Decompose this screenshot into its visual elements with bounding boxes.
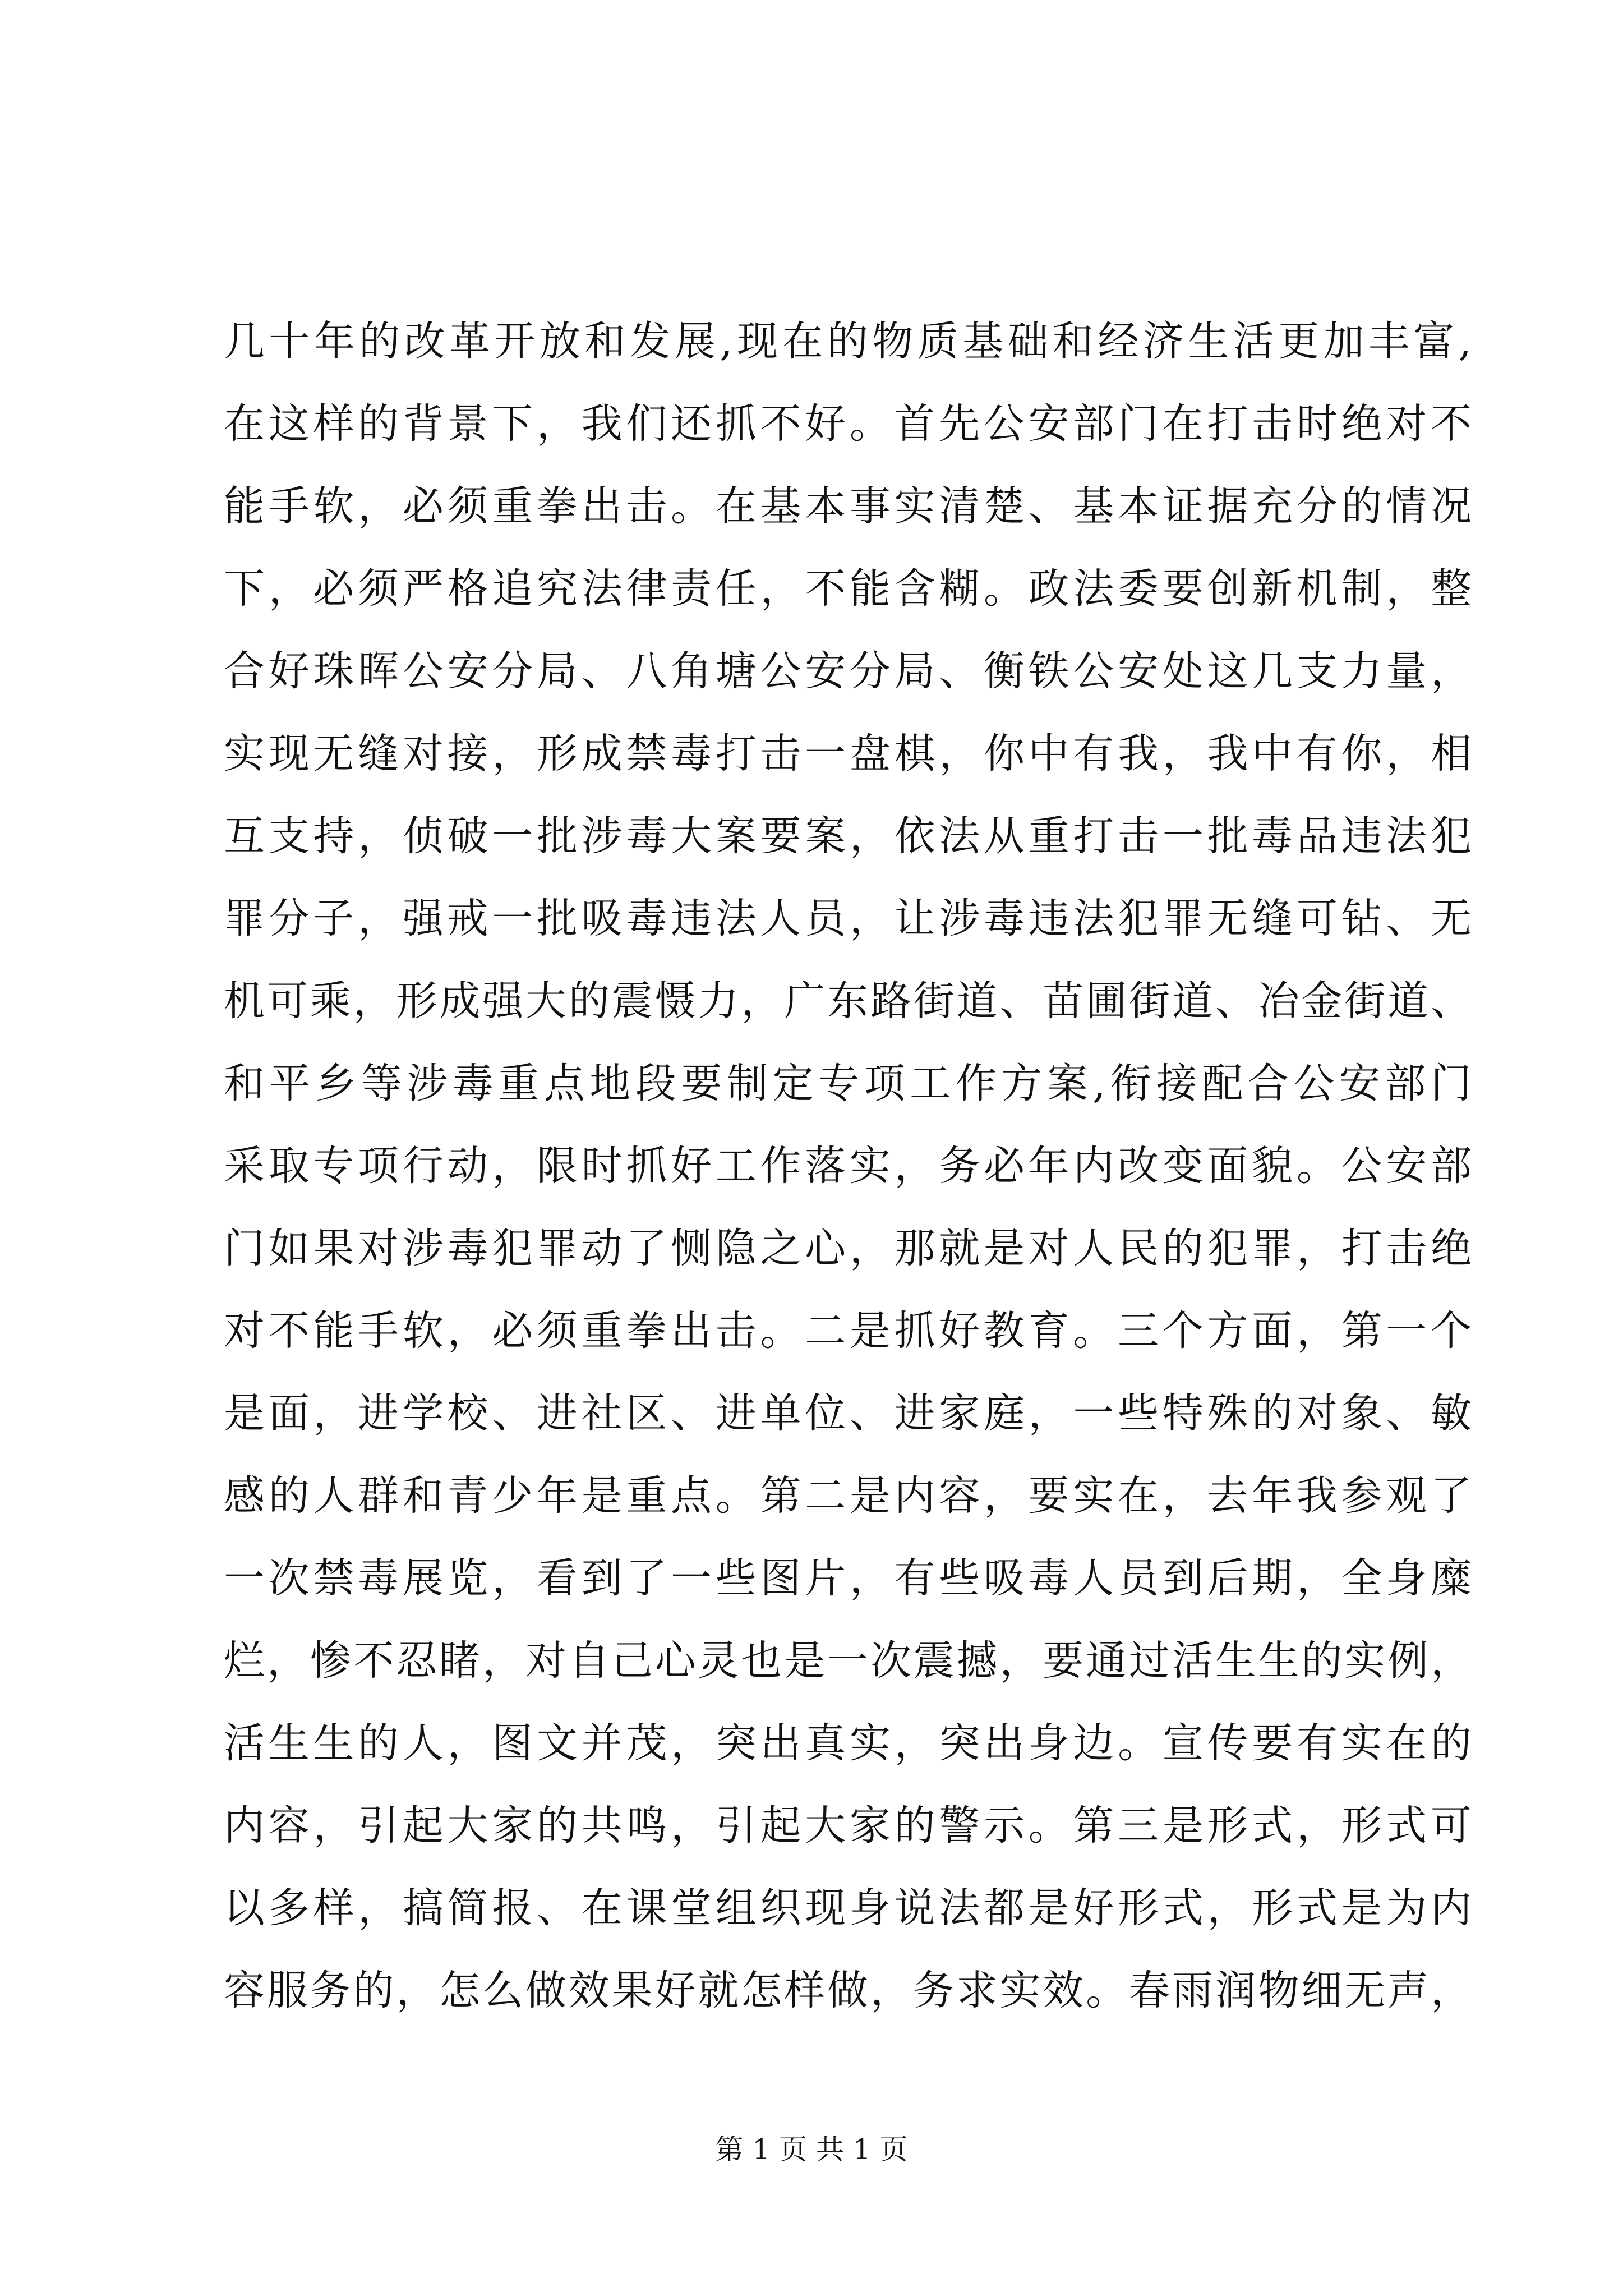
text-line: 对不能手软，必须重拳出击。二是抓好教育。三个方面，第一个 (224, 1307, 1472, 1355)
text-line: 以多样，搞简报、在课堂组织现身说法都是好形式，形式是为内 (224, 1884, 1472, 1932)
body-text (224, 300, 1472, 2032)
text-line: 合好珠晖公安分局、八角塘公安分局、衡铁公安处这几支力量， (224, 647, 1472, 695)
page-footer: 第 1 页 共 1 页 (715, 2133, 908, 2166)
text-line: 下，必须严格追究法律责任，不能含糊。政法委要创新机制，整 (224, 565, 1472, 613)
text-line: 罪分子，强戒一批吸毒违法人员，让涉毒违法犯罪无缝可钻、无 (224, 895, 1472, 942)
text-line: 活生生的人，图文并茂，突出真实，突出身边。宣传要有实在的 (224, 1719, 1472, 1767)
text-line: 感的人群和青少年是重点。第二是内容，要实在，去年我参观了 (224, 1472, 1472, 1520)
text-line: 在这样的背景下，我们还抓不好。首先公安部门在打击时绝对不 (224, 400, 1472, 448)
text-line: 烂，惨不忍睹，对自己心灵也是一次震撼，要通过活生生的实例， (224, 1637, 1472, 1685)
text-line: 几十年的改革开放和发展,现在的物质基础和经济生活更加丰富, (224, 318, 1472, 365)
text-line: 实现无缝对接，形成禁毒打击一盘棋，你中有我，我中有你，相 (224, 730, 1472, 777)
text-line: 是面，进学校、进社区、进单位、进家庭，一些特殊的对象、敏 (224, 1389, 1472, 1437)
text-line: 互支持，侦破一批涉毒大案要案，依法从重打击一批毒品违法犯 (224, 812, 1472, 860)
text-line: 和平乡等涉毒重点地段要制定专项工作方案,衔接配合公安部门 (224, 1060, 1472, 1107)
text-line: 机可乘，形成强大的震慑力，广东路街道、苗圃街道、冶金街道、 (224, 977, 1472, 1025)
text-line: 容服务的，怎么做效果好就怎样做，务求实效。春雨润物细无声， (224, 1967, 1472, 2014)
text-line: 一次禁毒展览，看到了一些图片，有些吸毒人员到后期，全身糜 (224, 1554, 1472, 1602)
text-line: 能手软，必须重拳出击。在基本事实清楚、基本证据充分的情况 (224, 482, 1472, 530)
text-line: 门如果对涉毒犯罪动了恻隐之心，那就是对人民的犯罪，打击绝 (224, 1225, 1472, 1272)
text-line: 内容，引起大家的共鸣，引起大家的警示。第三是形式，形式可 (224, 1802, 1472, 1849)
text-line: 采取专项行动，限时抓好工作落实，务必年内改变面貌。公安部 (224, 1142, 1472, 1190)
